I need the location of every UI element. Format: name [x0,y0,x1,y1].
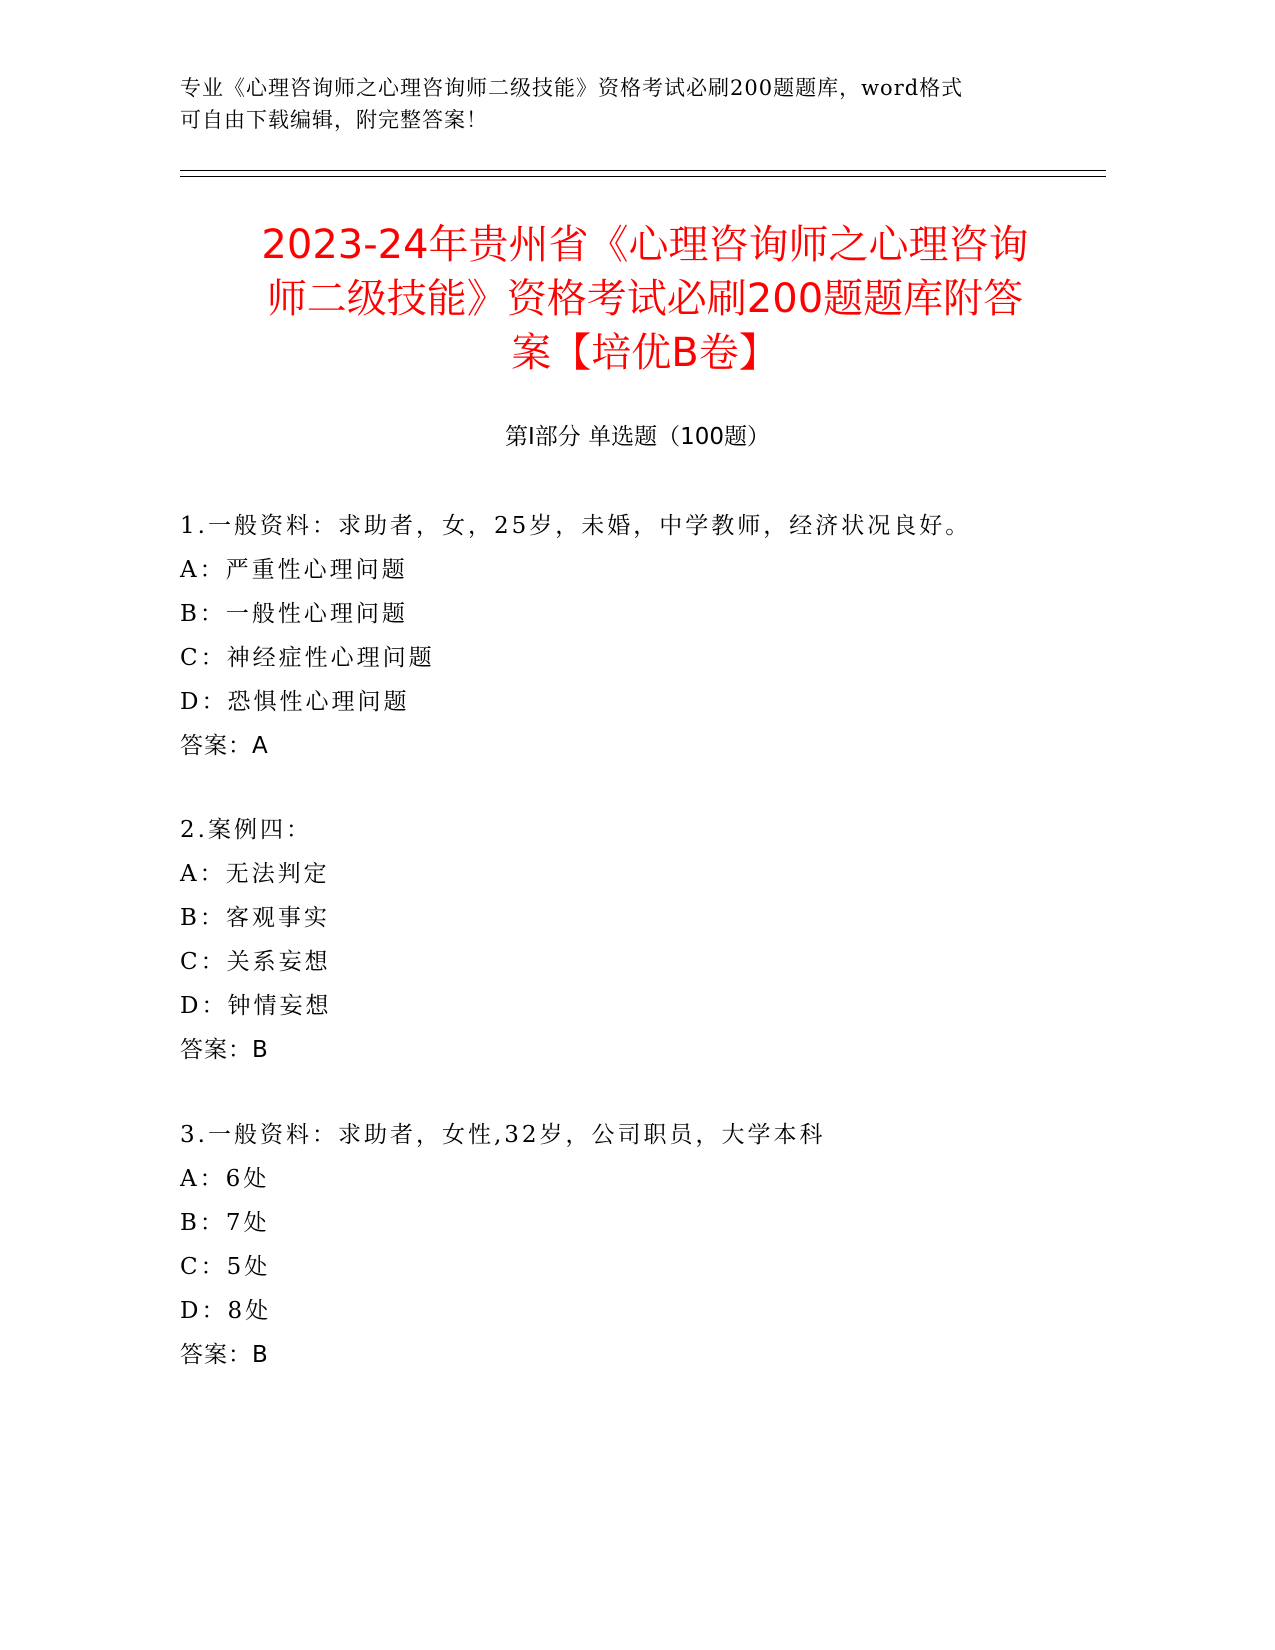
answer-text: 答案：B [180,1342,269,1368]
document-title-line-1: 2023-24年贵州省《心理咨询师之心理咨询 [261,222,1029,268]
document-title-line-3: 案【培优B卷】 [511,330,779,376]
section-heading: 第Ⅰ部分 单选题（100题） [505,424,770,450]
option-c: C：关系妄想 [180,949,331,975]
answer-text: 答案：A [180,733,269,759]
header-note [180,72,1040,136]
question-stem: 3.一般资料：求助者，女性,32岁，公司职员，大学本科 [180,1122,826,1148]
question-stem: 1.一般资料：求助者，女，25岁，未婚，中学教师，经济状况良好。 [180,513,972,539]
option-c: C：5处 [180,1254,271,1280]
header-note-line-1: 专业《心理咨询师之心理咨询师二级技能》资格考试必刷200题题库，word格式 [180,76,964,100]
question-1 [180,504,1120,768]
option-b: B：客观事实 [180,905,330,931]
option-b: B：一般性心理问题 [180,601,408,627]
header-divider-top [180,170,1106,171]
question-3 [180,1113,1120,1377]
answer-text: 答案：B [180,1037,269,1063]
option-a: A：无法判定 [180,861,330,887]
option-c: C：神经症性心理问题 [180,645,435,671]
header-divider-bottom [180,176,1106,177]
option-a: A：严重性心理问题 [180,557,408,583]
document-title [150,218,1140,380]
option-d: D：8处 [180,1298,272,1324]
header-note-line-2: 可自由下载编辑，附完整答案！ [180,108,488,132]
option-d: D：钟情妄想 [180,993,332,1019]
option-a: A：6处 [180,1166,270,1192]
question-stem: 2.案例四： [180,817,312,843]
question-2 [180,808,1120,1072]
option-b: B：7处 [180,1210,270,1236]
document-title-line-2: 师二级技能》资格考试必刷200题题库附答 [266,276,1024,322]
option-d: D：恐惧性心理问题 [180,689,410,715]
